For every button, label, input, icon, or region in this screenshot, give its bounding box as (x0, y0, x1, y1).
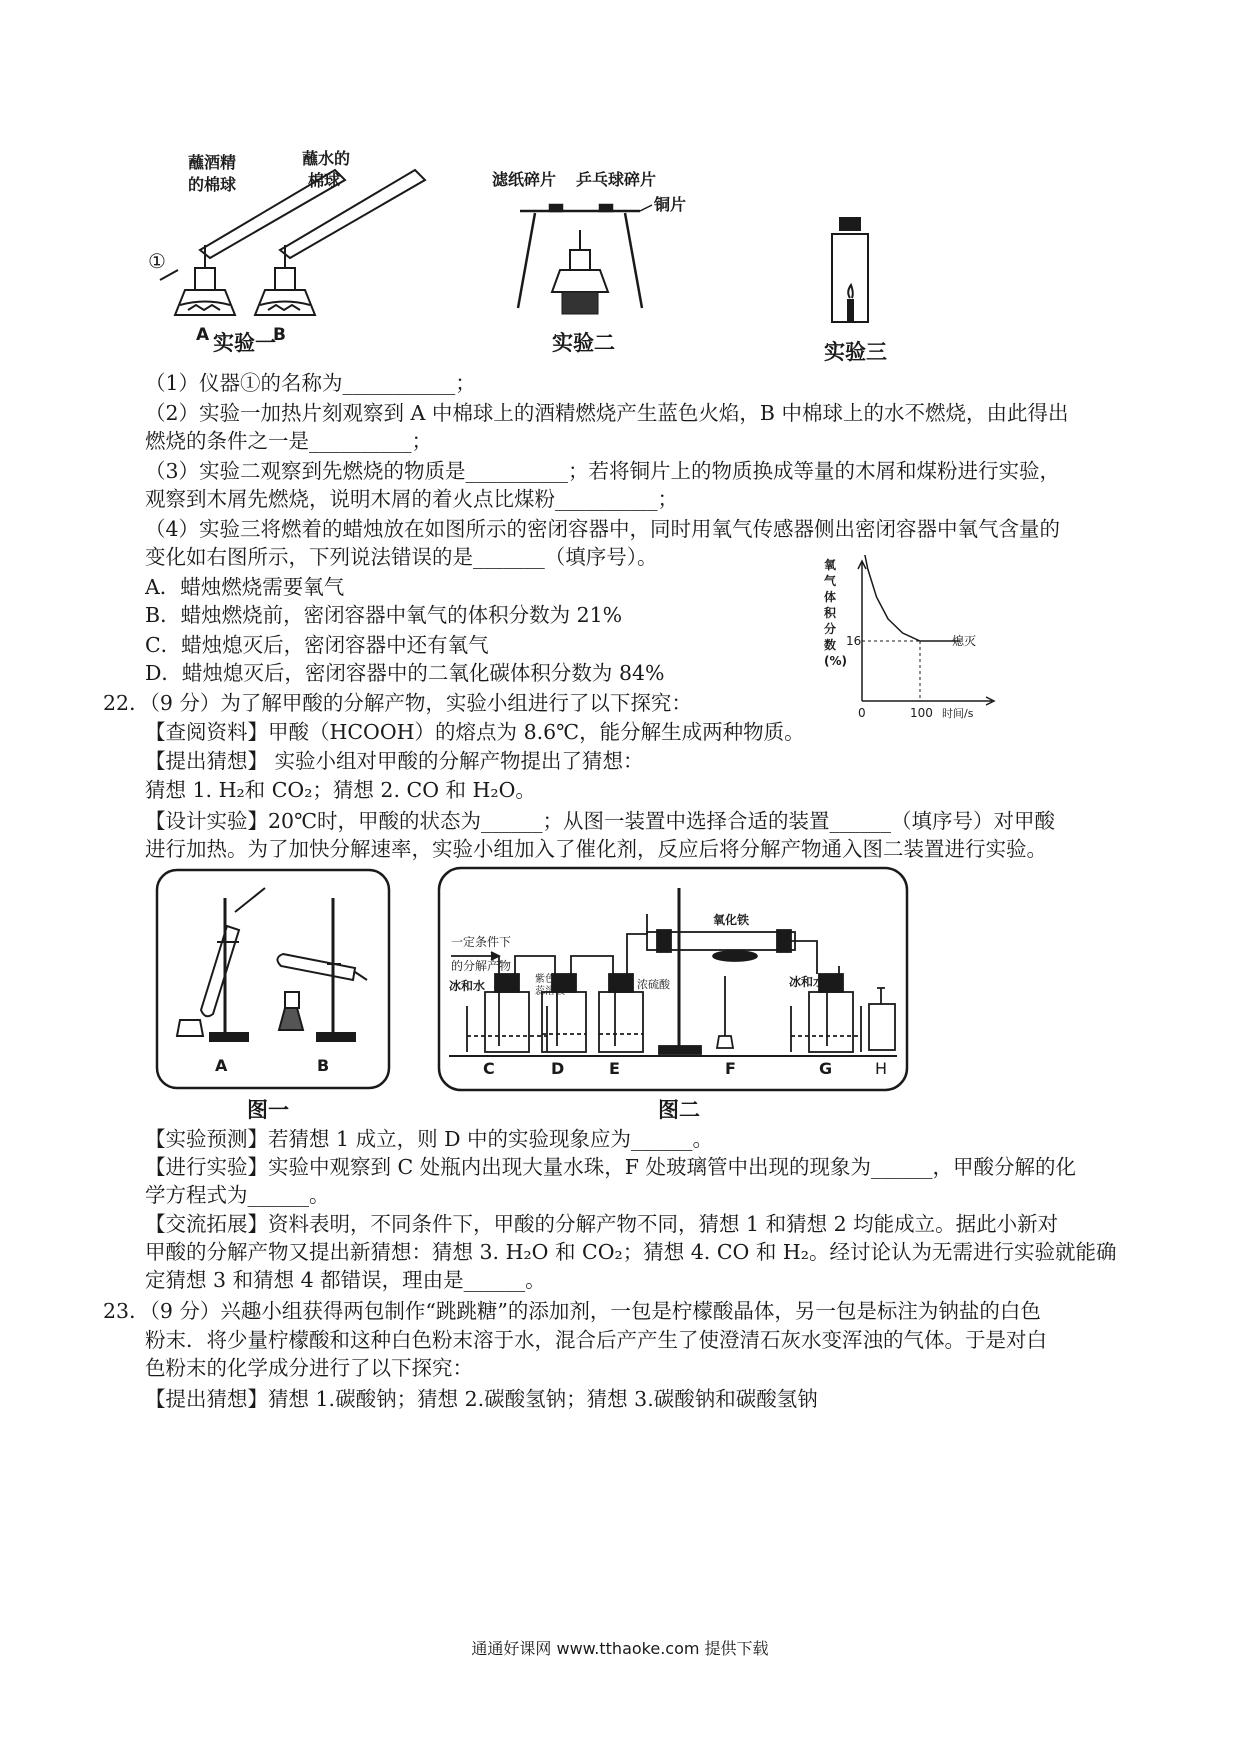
label-alcohol-line1: 蘸酒精 (188, 153, 237, 172)
experiment-three-diagram (832, 218, 868, 322)
figure-two-label-g: G (819, 1059, 833, 1078)
label-pingpong: 乒乓球碎片 (576, 170, 657, 189)
chart-ylabel-char: 分 (824, 622, 837, 636)
chart-xlabel: 时间/s (942, 707, 974, 720)
chart-ylabel-char: (%) (824, 654, 847, 668)
chart-ylabel-char: 积 (824, 606, 837, 620)
q22-guess-list: 猜想 1. H₂和 CO₂；猜想 2. CO 和 H₂O。 (145, 778, 536, 802)
chart-ylabel-char: 气 (824, 574, 837, 588)
xtick-0: 0 (858, 706, 866, 720)
q21-option-b: B．蜡烛燃烧前，密闭容器中氧气的体积分数为 21% (145, 603, 623, 627)
figure-two-caption: 图二 (658, 1098, 700, 1122)
figure-two-label-f: F (725, 1059, 736, 1078)
label-copper: 铜片 (654, 195, 687, 214)
figure-one-label-a: A (215, 1056, 228, 1075)
experiment-two-diagram (518, 205, 652, 314)
annotation-extinguished: 熄灭 (952, 634, 977, 648)
label-water-line2: 棉球 (308, 171, 341, 190)
figure-two-litmus-line1: 紫色石 (535, 974, 565, 985)
chart-axes (858, 561, 994, 705)
figure-one-label-b: B (317, 1056, 330, 1075)
figure-two-label-e: E (609, 1059, 620, 1078)
q23-line4: 【提出猜想】猜想 1.碳酸钠；猜想 2.碳酸氢钠；猜想 3.碳酸钠和碳酸氢钠 (145, 1387, 818, 1411)
q21-part3-line1: （3）实验二观察到先燃烧的物质是__________；若将铜片上的物质换成等量的木屑和煤粉进行实验， (145, 459, 1061, 483)
figure-two-ice-water-c: 冰和水 (449, 979, 486, 993)
page-footer: 通通好课网 www.tthaoke.com 提供下载 (471, 1639, 769, 1658)
series-line-oxygen (862, 555, 961, 641)
q21-part4-line2: 变化如右图所示，下列说法错误的是_______（填序号）。 (145, 545, 658, 569)
q21-part4-line1: （4）实验三将燃着的蜡烛放在如图所示的密闭容器中，同时用氧气传感器侧出密闭容器中氧气含量的 (145, 517, 1061, 541)
q22-extension-line1: 【交流拓展】资料表明，不同条件下，甲酸的分解产物不同，猜想 1 和猜想 2 均能成立。据此小新对 (145, 1212, 1059, 1236)
xtick-100: 100 (910, 706, 933, 720)
q21-option-a: A．蜡烛燃烧需要氧气 (145, 575, 345, 599)
figure-two-inlet-line2: 的分解产物 (451, 959, 512, 973)
q21-part2-line1: （2）实验一加热片刻观察到 A 中棉球上的酒精燃烧产生蓝色火焰，B 中棉球上的水不燃烧，由此得出 (145, 401, 1069, 425)
figure-two-litmus-line2: 蕊溶液 (535, 986, 565, 997)
q22-design-line2: 进行加热。为了加快分解速率，实验小组加入了催化剂，反应后将分解产物通入图二装置进行实验。 (145, 837, 1047, 861)
figure-one-apparatus (155, 868, 393, 1093)
label-alcohol-line2: 的棉球 (188, 175, 237, 194)
label-filter-paper: 滤纸碎片 (492, 170, 557, 189)
q22-extension-line2: 甲酸的分解产物又提出新猜想：猜想 3. H₂O 和 CO₂；猜想 4. CO 和 H₂。经讨论认为无需进行实验就能确 (145, 1240, 1117, 1264)
figure-two-acid: 浓硫酸 (637, 978, 670, 991)
figure-two-ice-water-g: 冰和水 (789, 975, 826, 989)
experiment-figures (140, 150, 940, 400)
figure-two-oxide: 氧化铁 (713, 913, 750, 927)
q23-line2: 粉末．将少量柠檬酸和这种白色粉末溶于水，混合后产产生了使澄清石灰水变浑浊的气体。于是对白 (145, 1328, 1047, 1352)
q23-line3: 色粉末的化学成分进行了以下探究： (145, 1356, 473, 1380)
figure-two-apparatus (437, 866, 911, 1094)
figure-two-label-d: D (551, 1059, 565, 1078)
q22-info: 【查阅资料】甲酸（HCOOH）的熔点为 8.6℃，能分解生成两种物质。 (145, 720, 805, 744)
lamp-a-label: A (196, 325, 210, 345)
q22-design-line1: 【设计实验】20℃时，甲酸的状态为______；从图一装置中选择合适的装置______（填序号）对甲酸 (145, 809, 1056, 833)
q21-part3-line2: 观察到木屑先燃烧，说明木屑的着火点比煤粉__________； (145, 487, 678, 511)
q21-part1: （1）仪器①的名称为___________； (145, 371, 476, 395)
figure-two-label-h: H (875, 1059, 888, 1078)
q22-guess: 【提出猜想】 实验小组对甲酸的分解产物提出了猜想： (145, 749, 644, 773)
chart-ylabel-char: 体 (824, 590, 837, 604)
caption-experiment-three: 实验三 (824, 340, 887, 364)
chart-ylabel (824, 557, 847, 668)
ytick-16: 16 (846, 634, 862, 648)
q22-run-line1: 【进行实验】实验中观察到 C 处瓶内出现大量水珠，F 处玻璃管中出现的现象为______，甲酸分解的化 (145, 1155, 1076, 1179)
chart-ylabel-char: 数 (824, 638, 837, 652)
label-water-line1: 蘸水的 (302, 150, 351, 168)
caption-experiment-two: 实验二 (552, 331, 615, 355)
q22-predict: 【实验预测】若猜想 1 成立，则 D 中的实验现象应为______。 (145, 1127, 714, 1151)
q21-option-d: D．蜡烛熄灭后，密闭容器中的二氧化碳体积分数为 84% (145, 661, 665, 685)
caption-experiment-one: 实验一 (213, 331, 276, 355)
q23-line1: 23．（9 分）兴趣小组获得两包制作“跳跳糖”的添加剂，一包是柠檬酸晶体，另一包是标注为钠盐的白色 (103, 1299, 1041, 1323)
oxygen-content-chart (820, 555, 1020, 725)
figure-two-label-c: C (483, 1059, 495, 1078)
lamp-b-label: B (273, 325, 286, 345)
q21-option-c: C．蜡烛熄灭后，密闭容器中还有氧气 (145, 633, 489, 657)
q22-heading: 22．（9 分）为了解甲酸的分解产物，实验小组进行了以下探究： (103, 691, 692, 715)
chart-ylabel-char: 氧 (824, 558, 837, 572)
marker-one: ① (148, 249, 166, 273)
guide-lines (862, 641, 920, 701)
figure-two-inlet-line1: 一定条件下 (451, 935, 512, 949)
q22-run-line2: 学方程式为______。 (145, 1183, 330, 1207)
figure-one-caption: 图一 (247, 1098, 289, 1122)
q22-extension-line3: 定猜想 3 和猜想 4 都错误，理由是______。 (145, 1268, 546, 1292)
q21-part2-line2: 燃烧的条件之一是__________； (145, 429, 432, 453)
